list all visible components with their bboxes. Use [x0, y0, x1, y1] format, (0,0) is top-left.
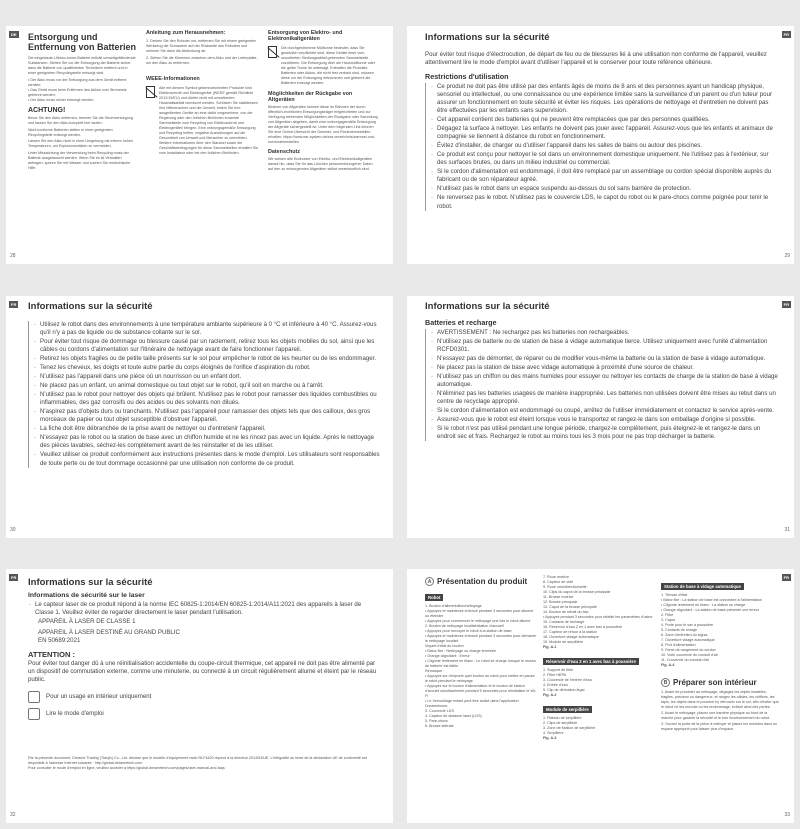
- indoor-house-icon: [28, 691, 40, 703]
- list-item: • Blanc fixe : La station de base est connectée à l'alimentation: [661, 597, 763, 602]
- station-list: [661, 593, 779, 663]
- list-item: 6. Zone d'entretien du signal: [661, 632, 708, 637]
- list-item: · Pour éviter tout risque de dommage ou blessure causé par un raclement, retirez tous les objets mobiles du sol, ainsi que les câbles ou cordons d'alimentation sur l'itinéraire de nettoyage avant de faire fonctionner l'appareil.: [33, 338, 380, 354]
- prepare-title: Préparer son intérieur: [673, 677, 757, 687]
- battery-bullet-2: • Das Gerät muss beim Entfernen des Akkus vom Stromnetz getrennt werden;: [28, 87, 127, 97]
- safety-title: Informations sur la sécurité: [425, 301, 550, 312]
- list-item: • Appuyez et maintenez enfoncé pendant 3 secondes pour démarrer le nettoyage localisé: [425, 633, 537, 643]
- attention-title: ATTENTION :: [28, 650, 75, 660]
- product-column-2: [543, 575, 655, 741]
- page-number: 29: [784, 253, 790, 259]
- online-manual-text: Pour consulter le mode d'emploi en ligne, veuillez accéder à https://global.dreametech.com/pages/user-manual-and-faqs: [28, 766, 225, 771]
- laser-class-1: APPAREIL À LASER DE CLASSE 1: [38, 618, 136, 626]
- attention-text: Pour éviter tout danger dû à une réinitialisation accidentelle du coupe-circuit thermique, cet appareil ne doit pas être alimenté par un dispositif de commutation externe, comme une minuterie, ou connecté à un circuit régulièrement allumé et éteint par le réseau public.: [28, 660, 377, 684]
- list-item: · N'utilisez pas l'appareil dans une pièce où un nourrisson ou un enfant dort.: [33, 373, 380, 381]
- list-item: 5. Contacts de charge: [661, 627, 698, 632]
- list-item: 1. Témoin d'état: [661, 593, 688, 597]
- battery-intro: Die eingebaute Lithium-Ionen-Batterie enthält umweltgefährdende Substanzen. Stellen Sie vor der Entsorgung der Batterie sicher, dass die Batterie von qualifizierten Technikern entfernt und in einer geeigneten Recyclingstelle entsorgt wird.: [28, 55, 136, 75]
- list-item: · Cet appareil contient des batteries qui ne peuvent être remplacées que par des personnes qualifiées.: [430, 116, 780, 124]
- list-item: • Clignote lentement en blanc : Le robot se charge lorsque le niveau de batterie est faible: [425, 658, 536, 668]
- page-number: 33: [784, 812, 790, 818]
- list-item: 6. Brosse latérale: [425, 723, 454, 728]
- list-item: 9. Roue omnidirectionnelle: [543, 584, 587, 589]
- list-item: · Veuillez utiliser ce produit conformément aux instructions présentes dans le mode d'emploi. Les utilisateurs sont responsables de toute perte ou de tout dommage occasionné par une utilisation non conforme de ce produit.: [33, 451, 380, 467]
- page-number: 31: [784, 527, 790, 533]
- figure-label: Fig. A-1: [543, 644, 557, 649]
- list-item: • Appuyez pendant 3 secondes pour rétablir les paramètres d'usine: [543, 614, 653, 619]
- list-item: 4. Entrée d'eau: [543, 682, 568, 687]
- indoor-use-label: Pour un usage en intérieur uniquement: [46, 693, 152, 701]
- electronics-disposal-text: Die durchgestrichene Mülltonne bedeutet, dass Sie gesetzlich verpflichtet sind, diese Geräte einer vom unsortierten Siedlungsabfall getrennten Sammelstelle zuzuführen. Die Entsorgung über die Hausmülltonne oder die gelbe Tonne ist untersagt. Enthalten die Produkte Batterien oder Akkus, die nicht fest verbaut sind, müssen diese vor der Entsorgung entnommen und getrennt als Batterien entsorgt werden.: [281, 46, 376, 85]
- list-item: 8. Port d'alimentation: [661, 642, 696, 647]
- battery-bullet-3: • Der Akku muss sicher entsorgt werden.: [28, 97, 95, 102]
- list-item: • Orange clignotant : Erreur: [425, 653, 470, 658]
- language-tag: DE: [11, 32, 17, 37]
- list-item: · N'utilisez pas de batterie ou de station de base à vidage automatique tierce. Utilisez uniquement avec l'unité d'alimentation RCFD0301.: [430, 338, 780, 354]
- list-item: 2. Avant le nettoyage, placez une barrière physique au bord de la marche pour garantir la sécurité et le bon fonctionnement du robot.: [661, 710, 771, 720]
- station-label: Station de base à vidage automatique: [661, 583, 744, 590]
- warning-text-3: Lassen Sie den Akku nicht in einer Umgebung mit extrem hohen Temperaturen, um Explosionsrisiken zu vermeiden.: [28, 139, 133, 149]
- prepare-list: [661, 690, 779, 732]
- list-item: 10. Voile couvercle du conduit d'air: [661, 652, 718, 657]
- list-item: 7. Roue motrice: [543, 575, 570, 579]
- page-30: [6, 296, 393, 538]
- robot-label: Robot: [425, 594, 443, 601]
- list-item: 2. Filtre: [661, 612, 674, 617]
- list-item: 2. Bouton de nettoyage localisé/station d'accueil: [425, 623, 504, 628]
- read-manual-label: Lire le mode d'emploi: [46, 710, 104, 718]
- laser-title: Informations de sécurité sur le laser: [28, 592, 145, 599]
- return-options-text: Besitzer von Altgeräten können diese im Rahmen der durch öffentlich-rechtlichen Entsorgungsträger eingerichteten und zur Verfügung stehenden Möglichkeiten der Rückgabe oder Sammlung von Altgeräten abgeben, damit eine ordnungsgemäße Entsorgung der Altgeräte sichergestellt ist. Unter dem folgenden Link können Sie eine Online-Übersicht der Sammel- und Rücknahmestellen erhalten: https://www.ear-system.de/ear-verzeichnis/sammel-und-ruecknahmestellen: [268, 104, 378, 144]
- list-item: • Appuyez et maintenez enfoncé pendant 3 secondes pour allumer ou éteindre: [425, 608, 534, 618]
- page-29: [407, 26, 794, 264]
- safety-content: [28, 301, 380, 469]
- manual-book-icon: [28, 708, 40, 720]
- list-item: · N'utilisez pas le robot pour nettoyer des objets qui brûlent. N'utilisez pas le robot pour ramasser des liquides combustibles ou inflammables, des gaz corrosifs ou des acides ou des solvants non dilués.: [33, 391, 380, 407]
- return-options-title: Möglichkeiten der Rückgabe von Altgeräten: [268, 90, 353, 103]
- tank-label: Réservoir d'eau 2 en 1 avec bac à poussière: [543, 658, 639, 665]
- figure-label: Fig. A-4: [661, 662, 675, 667]
- page-number: 32: [10, 812, 16, 818]
- list-item: · AVERTISSEMENT : Ne rechargez pas les batteries non rechargeables.: [430, 329, 780, 337]
- weee-text: Alle mit diesem Symbol gekennzeichneten Produkte sind Elektroschrott und Elektrogeräte (WEEE gemäß Richtlinie 2012/19/EU) und dürfen nicht mit unsortiertem Haushaltsabfall vermischt werden. Schützen Sie stattdessen Ihre Mitmenschen und die Umwelt, indem Sie Ihre ausgedienten Geräte an eine dafür vorgesehene, von der Regierung oder den örtlichen Behörden ernannte Sammelstelle zum Recycling von Elektroschrott und Elektrogeräten bringen. Eine ordnungsgemäße Entsorgung und Recycling helfen, negative Auswirkungen auf die Gesundheit von Umwelt und Menschen zu vermeiden. Weitere Informationen über den Standort sowie die Geschäftsbedingungen für diese Sammelstellen erhalten Sie vom Installateur oder bei den örtlichen Behörden.: [159, 85, 259, 155]
- list-item: 1. Bouton d'alimentation/nettoyage: [425, 604, 482, 608]
- language-tag: FR: [783, 575, 789, 580]
- battery-disposal-title: Entsorgung und Entfernung von Batterien: [28, 32, 137, 53]
- list-item: · Si le cordon d'alimentation est endommagé, il doit être remplacé par un assemblage ou cordon spécial disponible auprès du fabricant ou de son réparateur agréé.: [430, 168, 780, 184]
- mop-label: Module de serpillière: [543, 706, 592, 713]
- list-item: 1. Support de filtre: [543, 667, 574, 672]
- list-item: · N'aspirez pas d'objets durs ou tranchants. N'utilisez pas l'appareil pour ramasser des objets tels que des cailloux, des gros morceaux de papier ou tout objet susceptible d'obstruer l'appareil.: [33, 408, 380, 424]
- list-item: 15. Contacts de recharge: [543, 619, 585, 624]
- list-item: · La fiche doit être débranchée de la prise avant de nettoyer ou d'entretenir l'appareil.: [33, 425, 380, 433]
- page-33: [407, 569, 794, 823]
- list-item: 7. Ouverture vidage automatique: [661, 637, 715, 642]
- electronics-disposal-title: Entsorgung von Elektro- und Elektronikaltgeräten: [268, 30, 343, 42]
- list-item: 13. Capot de la brosse principale: [543, 604, 597, 609]
- list-item: · Assurez-vous que le robot est éteint lorsque vous le transportez et rangez-le dans son emballage d'origine si possible.: [430, 416, 780, 424]
- list-item: • Blanc fixe : Nettoyage ou charge terminée: [425, 648, 496, 653]
- figure-label: Fig. A-3: [543, 735, 557, 740]
- list-item: 14. Bouton de retrait du bac: [543, 609, 589, 614]
- list-item: · N'essayez pas le robot ou la station de base avec un chiffon humide et ne les rincez pas avec un liquide. Après le nettoyage des pièces lavables, séchez-les complètement avant de les réinstaller et de les utiliser.: [33, 434, 380, 450]
- mop-list: [543, 716, 655, 736]
- list-item: 18. Ouverture vidage automatique: [543, 634, 599, 639]
- safety-intro: Pour éviter tout risque d'électrocution, de départ de feu ou de blessures lié à une utilisation non conforme de l'appareil, veuillez attentivement lire le mode d'emploi avant d'utiliser l'appareil et le conserver pour toute référence ultérieure.: [425, 51, 767, 67]
- laser-class-2: APPAREIL À LASER DESTINÉ AU GRAND PUBLIC: [38, 629, 180, 637]
- list-item: 16. Réservoir d'eau 2 en 1 avec bac à poussière: [543, 624, 623, 629]
- list-item: · Dégagez la surface à nettoyer. Les enfants ne doivent pas jouer avec l'appareil. Assurez-vous que les enfants et animaux de compagnie se tiennent à distance du robot en fonctionnement.: [430, 125, 780, 141]
- page-number: 30: [10, 527, 16, 533]
- list-item: 11. Couvercle du conduit d'air: [661, 657, 710, 662]
- crossed-bin-icon: [268, 46, 277, 58]
- battery-bullet-1: • Der Akku muss vor der Entsorgung aus dem Gerät entfernt werden;: [28, 77, 127, 87]
- list-item: • Orange clignotant : La station de base présente une erreur: [661, 607, 760, 612]
- list-item: · Ne placez pas un enfant, un animal domestique ou tout objet sur le robot, qu'il soit en marche ou à l'arrêt.: [33, 382, 380, 390]
- privacy-title: Datenschutz: [268, 148, 301, 155]
- list-item: 2. Clips de serpillière: [543, 720, 578, 725]
- list-item: Remarque :: [425, 668, 445, 673]
- list-item: · Ne renversez pas le robot. N'utilisez pas le couvercle LDS, le capot du robot ou le pare-chocs comme poignée pour tenir le robot.: [430, 194, 780, 210]
- list-item: 11. Brosse motrice: [543, 594, 574, 599]
- list-item: · Retirez les objets fragiles ou de petite taille présents sur le sol pour empêcher le robot de les heurter ou de les endommager.: [33, 355, 380, 363]
- list-item: · Si le robot n'est pas utilisé pendant une longue période, chargez-le complètement, puis éteignez-le et rangez-le dans un endroit sec et frais. Rechargez le robot au moins tous les 3 mois pour ne pas trop décharger la batterie.: [430, 425, 780, 441]
- list-item: • Clignote lentement en blanc : La station se charge: [661, 602, 746, 607]
- list-item: 4. Porte pour le sac à poussière: [661, 622, 714, 627]
- list-item: • Appuyez sur le bouton d'alimentation et le bouton de station d'accueil simultanément pendant 5 secondes pour réinitialiser le Wi-Fi: [425, 683, 536, 698]
- list-item: · Ne placez pas la station de base avec vidage automatique à proximité d'une source de chaleur.: [430, 364, 780, 372]
- restrictions-title: Restrictions d'utilisation: [425, 72, 509, 82]
- list-item: 1. Plateau de serpillière: [543, 715, 582, 720]
- laser-text: · Le capteur laser de ce produit répond à la norme IEC 60825-1:2014/EN 60825-1:2014/A11:2021 des appareils à laser de Classe 1. Veuillez éviter de regarder directement le laser pendant l'utilisation.: [28, 601, 380, 617]
- list-item: 1. Avant de procéder au nettoyage, dégagez les objets instables, fragiles, précieux ou dangereux, et rangez les câbles, les chiffons, les tapis, les objets dans et pouvant s'y retrouver sur le sol, afin d'éviter que le robot ne les enroule ou les endommage, évitant ainsi des pertes.: [661, 689, 779, 709]
- laser-safety-content: [28, 577, 380, 771]
- list-item: • Appuyez pour commencer le nettoyage une fois le robot allumé: [425, 618, 531, 623]
- robot-list-continued: [543, 575, 655, 645]
- removal-column: [146, 30, 258, 156]
- laser-standard: EN 50689:2021: [38, 637, 81, 645]
- page-number: 28: [10, 253, 16, 259]
- list-item: · Tenez les cheveux, les doigts et toute autre partie du corps éloignés de l'orifice d'aspiration du robot.: [33, 364, 380, 372]
- list-item: 4. Serpillière: [543, 730, 564, 735]
- safety-content: [425, 301, 780, 442]
- list-item: 4. Capteur de distance laser (LDS): [425, 713, 482, 718]
- page-31: [407, 296, 794, 538]
- product-title: Présentation du produit: [437, 577, 528, 586]
- crossed-bin-icon: [146, 86, 155, 98]
- indoor-use-note: [28, 691, 380, 703]
- list-item: 19. Module de serpillière: [543, 639, 584, 644]
- list-item: · N'essayez pas de démonter, de réparer ou de modifier vous-même la batterie ou la station de base à vidage automatique.: [430, 355, 780, 363]
- list-item: · N'utilisez pas le robot dans un espace suspendu au-dessus du sol sans barrière de protection.: [430, 185, 780, 193]
- safety-title: Informations sur la sécurité: [425, 32, 550, 43]
- warning-heading: ACHTUNG!: [28, 106, 66, 114]
- list-item: Voyant d'état du bouton: [425, 643, 464, 648]
- battery-list: [425, 329, 780, 441]
- list-item: 12. Brosse principale: [543, 599, 578, 604]
- list-item: 3. Ouvrez la porte de la pièce à nettoyer et placez les meubles dans un espace approprié pour laisser plus d'espace.: [661, 721, 778, 731]
- battery-charging-title: Batteries et recharge: [425, 318, 497, 327]
- battery-disposal-column: [28, 32, 136, 171]
- list-item: · Ce produit est conçu pour nettoyer le sol dans un environnement domestique uniquement. Ne l'utilisez pas à l'extérieur, sur des surfaces brutes, ou dans un milieu industriel ou commercial.: [430, 151, 780, 167]
- language-tag: FR: [11, 302, 17, 307]
- letter-b-icon: B: [661, 678, 670, 687]
- safety-title: Informations sur la sécurité: [28, 577, 153, 588]
- restrictions-list: [425, 83, 780, 210]
- list-item: 3. Couvercle LDS: [425, 708, 454, 713]
- safety-content: [425, 32, 780, 212]
- list-item: 5. Clip de dérivation légal: [543, 687, 585, 692]
- page-32: [6, 569, 393, 823]
- tank-list: [543, 668, 655, 693]
- list-item: 3. Capot: [661, 617, 675, 622]
- list-item: • Appuyez sur n'importe quel bouton du robot pour mettre en pause le robot pendant le nettoyage: [425, 673, 535, 683]
- list-item: 10. Clips du capot de la brosse principale: [543, 589, 611, 594]
- electronics-disposal-column: [268, 30, 378, 172]
- page-28: [6, 26, 393, 264]
- warning-text-4: Unter Missachtung der Verwendung beim Recycling muss der Batterie ausgetauscht werden. Wenn Sie es ist Verwalten anfragen, spüren Sie mit Wasser und suchen Sie medizinische Hilfe.: [28, 151, 131, 171]
- warning-text-2: Nicht konforme Batterien stellen in einer geeigneten Recyclingstelle entsorgt werden.: [28, 127, 113, 137]
- list-item: 9. Fente de rangement du cordon: [661, 647, 716, 652]
- product-column-3: [661, 575, 779, 732]
- language-tag: FR: [11, 575, 17, 580]
- weee-title: WEEE-Informationen: [146, 75, 200, 82]
- list-item: 5. Pare-chocs: [425, 718, 448, 723]
- removal-step-1: 1. Drehen Sie den Roboter um, entfernen Sie mit einem geeigneten Werkzeug die Schrauben auf der Rückseite des Roboters und nehmen Sie dann die Abdeckung ab.: [146, 39, 257, 53]
- list-item: · N'utilisez pas un chiffon ou des mains humides pour essuyer ou nettoyer les contacts de charge de la station de base à vidage automatique.: [430, 373, 780, 389]
- list-item: 2. Filtre HEPA: [543, 672, 567, 677]
- list-item: · N'éliminez pas les batteries usagées de manière inappropriée. Les batteries non utilisées doivent être mises au rebut dans un centre de recyclage approprié.: [430, 390, 780, 406]
- list-item: 3. Couvercle de l'entrée d'eau: [543, 677, 592, 682]
- list-item: 17. Capteur de retour à la station: [543, 629, 597, 634]
- list-item: · Utilisez le robot dans des environnements à une température ambiante supérieure à 0 °C et inférieure à 40 °C. Assurez-vous qu'il n'y a pas de liquide ou de substance collante sur le sol.: [33, 321, 380, 337]
- list-item: 8. Capteur de vide: [543, 579, 574, 584]
- robot-list: [425, 604, 537, 729]
- privacy-text: Wir weisen alle Endnutzer von Elektro- und Elektronikaltgeräten darauf hin, dass Sie für das Löschen personenbezogener Daten auf den zu entsorgenden Altgeräten selbst verantwortlich sind.: [268, 156, 373, 171]
- list-item: • Le Verrouillage enfant peut être activé dans l'application Dreamehome.: [425, 698, 519, 708]
- list-item: · Si le cordon d'alimentation est endommagé ou coupé, arrêtez de l'utiliser immédiatement et contactez le service après-vente.: [430, 407, 780, 415]
- laser-list: [28, 601, 380, 617]
- list-item: • Appuyez pour renvoyer le robot à la station de base: [425, 628, 512, 633]
- language-tag: FR: [783, 32, 789, 37]
- list-item: · Évitez d'installer, de charger ou d'utiliser l'appareil dans les salles de bains ou autour des piscines.: [430, 142, 780, 150]
- read-manual-note: [28, 708, 380, 720]
- language-tag: FR: [783, 302, 789, 307]
- list-item: · Ce produit ne doit pas être utilisé par des enfants âgés de moins de 8 ans et des personnes ayant un handicap physique, sensoriel ou intellectuel, ou une connaissance ou une expérience limitée sans la surveillance d'un parent ou d'un tuteur pour assurer un fonctionnement en toute sécurité et éviter les risques. Les opérations de nettoyage et d'entretien ne doivent pas être effectuées par les enfants sans supervision.: [430, 83, 780, 115]
- removal-title: Anleitung zum Herausnehmen:: [146, 30, 226, 36]
- safety-title: Informations sur la sécurité: [28, 301, 153, 312]
- list-item: 3. Zone de fixation de serpillière: [543, 725, 596, 730]
- product-column-1: [425, 577, 537, 729]
- safety-list: [28, 321, 380, 468]
- declaration-text: Par la présente document, Dreame Trading (Tianjin) Co., Ltd. déclare que le modèle d'équipement radio RLF4420 répond à la directive 2014/53/UE. L'intégralité du texte de la déclaration UE de conformité est disponible à l'adresse Internet suivante : http://global.dreametech.com: [28, 756, 367, 766]
- warning-text-1: Bevor Sie den Akku entfernen, trennen Sie die Stromversorgung und lassen Sie den Akku komplett leer laufen.: [28, 115, 133, 125]
- letter-a-icon: A: [425, 577, 434, 586]
- removal-step-2: 2. Ziehen Sie die Klemmen zwischen dem Akku und der Leiterplatte, um den Akku zu entfernen.: [146, 55, 258, 65]
- figure-label: Fig. A-2: [543, 692, 557, 697]
